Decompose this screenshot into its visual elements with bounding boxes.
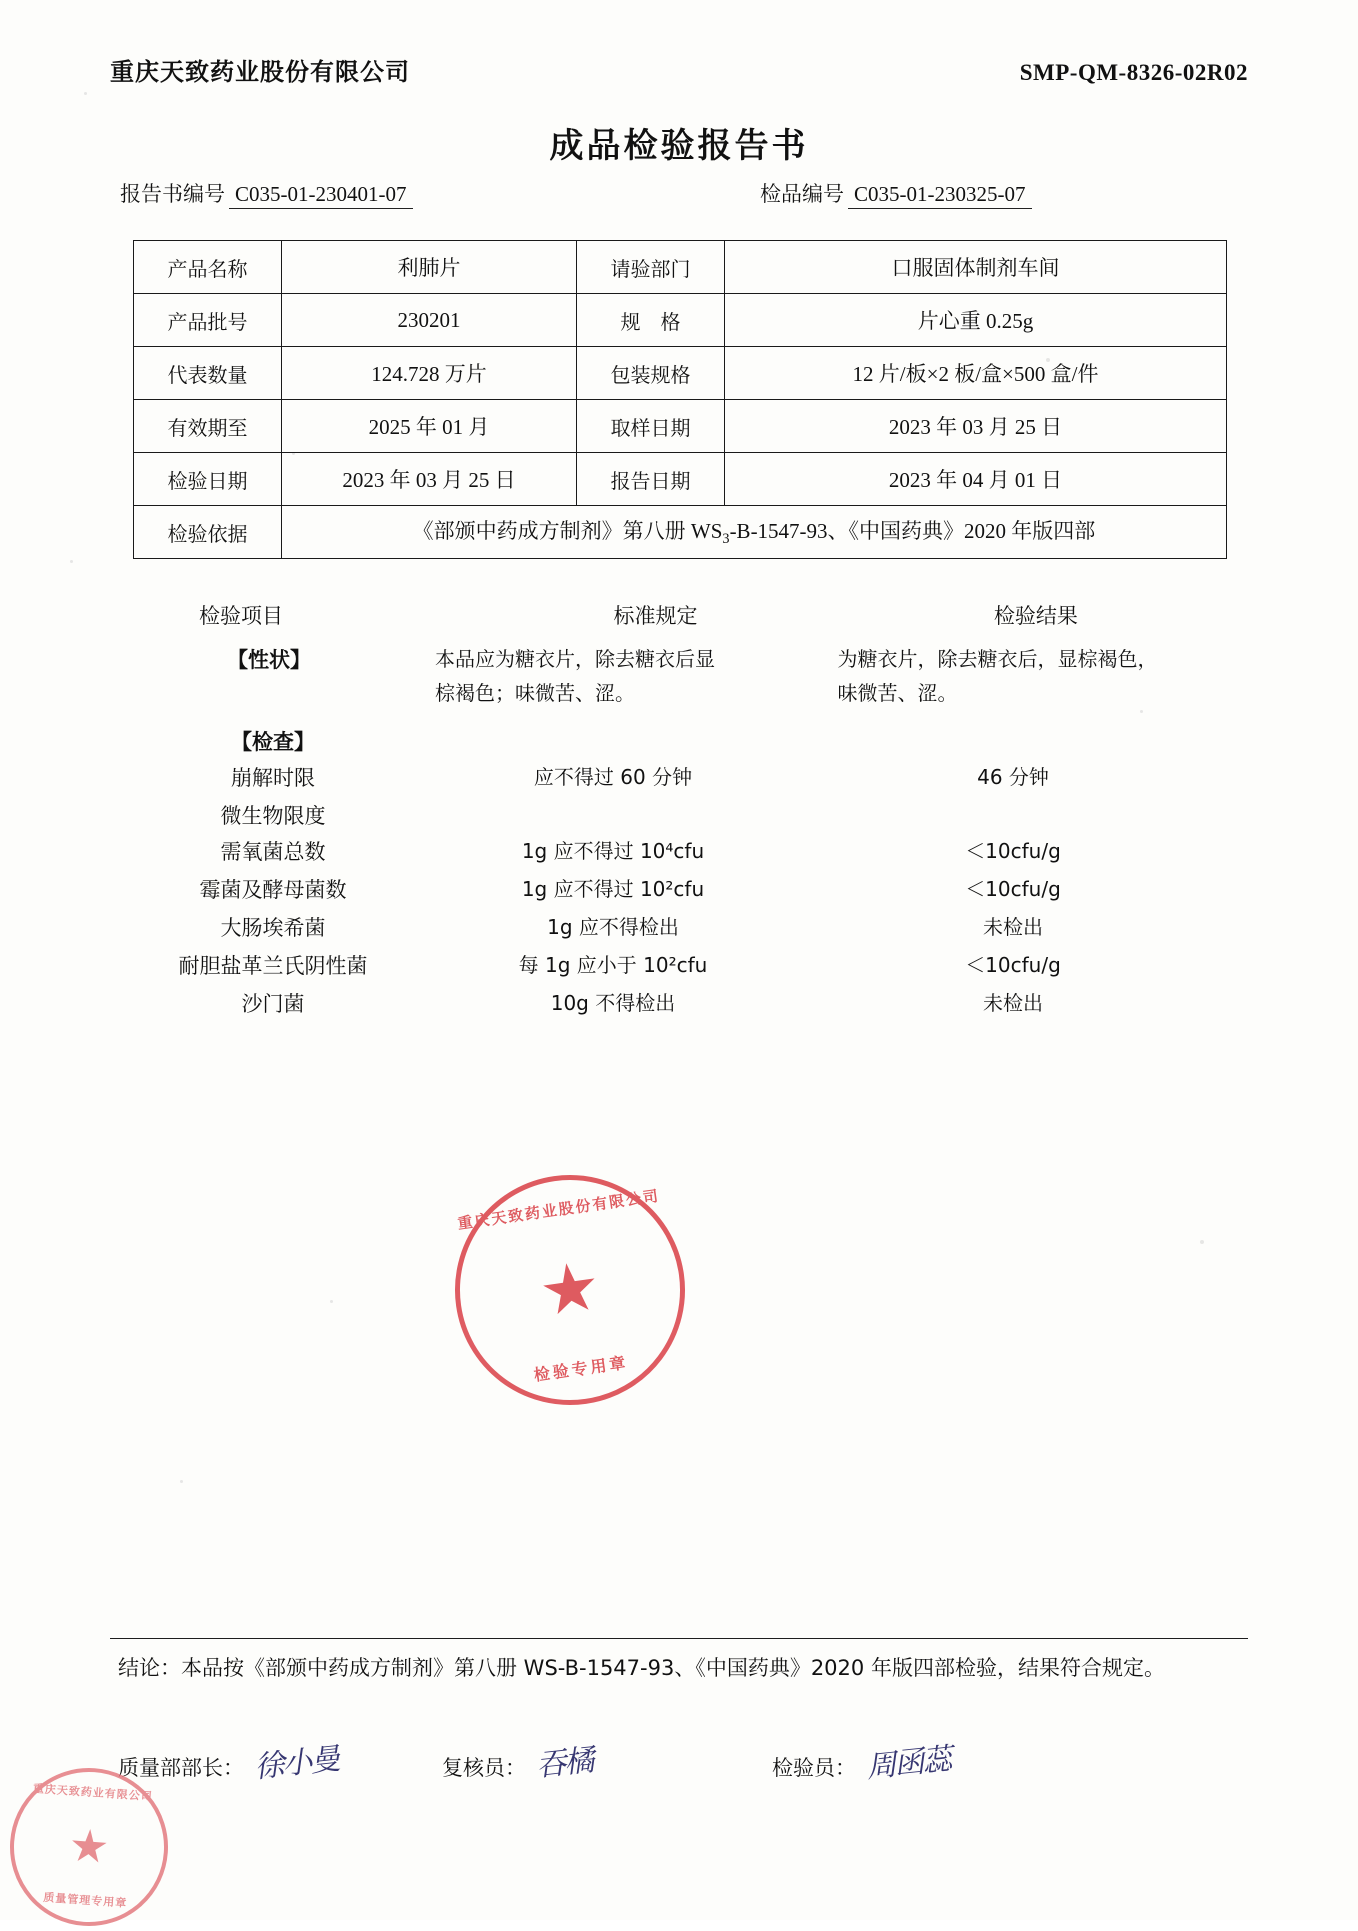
- col-header-item: 检验项目: [199, 604, 283, 628]
- standard-appearance-line2: 棕褐色；味微苦、涩。: [434, 681, 635, 705]
- col-header-standard: 标准规定: [613, 604, 698, 628]
- star-icon: [540, 1260, 601, 1321]
- document-code: SMP-QM-8326-02R02: [1019, 60, 1248, 85]
- corner-stamp-top-text: 重庆天致药业有限公司: [32, 1781, 154, 1804]
- result-value-aerobic-count: ＜10cfu/g: [965, 839, 1061, 863]
- star-icon: [70, 1828, 108, 1866]
- cell-value-report-date: 2023 年 04 月 01 日: [725, 453, 1227, 506]
- cell-label-spec: 规 格: [577, 294, 725, 347]
- cell-label-request-dept: 请验部门: [577, 241, 725, 294]
- table-row: [134, 453, 1227, 506]
- result-item-disintegration: 崩解时限: [231, 766, 315, 790]
- result-value-disintegration: 46 分钟: [977, 765, 1049, 789]
- scan-speckle: [330, 1300, 333, 1303]
- col-header-result: 检验结果: [993, 604, 1078, 628]
- scan-speckle: [1200, 1240, 1204, 1244]
- result-item-ecoli: 大肠埃希菌: [220, 916, 326, 940]
- report-number-group: [120, 178, 640, 209]
- result-item-microbial-limit: 微生物限度: [220, 804, 326, 828]
- cell-value-expiry: 2025 年 01 月: [282, 400, 577, 453]
- quality-management-stamp: [5, 1763, 174, 1931]
- result-value-mold-yeast: ＜10cfu/g: [965, 877, 1061, 901]
- report-number-value: C035-01-230401-07: [229, 182, 413, 209]
- stamp-bottom-text: 检验专用章: [532, 1352, 630, 1385]
- scan-speckle: [84, 92, 87, 95]
- qa-manager-signature-block: [118, 1738, 340, 1785]
- cell-label-pack-spec: 包装规格: [577, 347, 725, 400]
- conclusion-text: 结论：本品按《部颁中药成方制剂》第八册 WS-B-1547-93、《中国药典》2020 年版四部检验，结果符合规定。: [118, 1656, 1165, 1680]
- reviewer-label: 复核员：: [442, 1756, 526, 1780]
- sample-number-group: [760, 178, 1032, 209]
- result-row-aerobic-count: [133, 834, 1226, 868]
- cell-value-batch-no: 230201: [282, 294, 577, 347]
- result-appearance-line2: 味微苦、涩。: [837, 681, 958, 705]
- result-row-microbial-limit: [133, 798, 1226, 830]
- standard-appearance-line1: 本品应为糖衣片，除去糖衣后显: [434, 647, 715, 671]
- table-row: [134, 241, 1227, 294]
- cell-value-pack-spec: 12 片/板×2 板/盒×500 盒/件: [725, 347, 1227, 400]
- result-item-bile-tolerant-gram-negative: 耐胆盐革兰氏阴性菌: [178, 954, 368, 978]
- results-section: [133, 600, 1226, 1024]
- result-row-salmonella: [133, 986, 1226, 1020]
- corner-stamp-bottom-text: 质量管理专用章: [42, 1890, 128, 1910]
- result-standard-disintegration: 应不得过 60 分钟: [533, 765, 693, 789]
- cell-label-quantity: 代表数量: [134, 347, 282, 400]
- stamp-top-text: 重庆天致药业股份有限公司: [456, 1186, 661, 1233]
- sample-number-label: 检品编号: [760, 182, 844, 206]
- cell-value-basis: [282, 506, 1227, 559]
- report-numbers: [120, 178, 1238, 209]
- inspector-signature: 周函蕊: [864, 1742, 952, 1785]
- report-number-label: 报告书编号: [120, 182, 225, 206]
- signature-row: [118, 1738, 1240, 1785]
- result-row-ecoli: [133, 910, 1226, 944]
- scan-speckle: [180, 1480, 183, 1483]
- inspector-signature-block: [772, 1738, 952, 1785]
- cell-label-product-name: 产品名称: [134, 241, 282, 294]
- cell-value-test-date: 2023 年 03 月 25 日: [282, 453, 577, 506]
- result-standard-mold-yeast: 1g 应不得过 10²cfu: [521, 877, 705, 901]
- result-item-mold-yeast: 霉菌及酵母菌数: [199, 878, 347, 902]
- scan-speckle: [70, 560, 73, 563]
- result-item-inspection: 【检查】: [231, 730, 315, 754]
- cell-label-report-date: 报告日期: [577, 453, 725, 506]
- basis-text-full: 《部颁中药成方制剂》第八册 $WS_3-B-1547-93$、《中国药典》2020 年版四部: [412, 519, 1096, 548]
- product-info-table: [133, 240, 1227, 559]
- cell-value-spec: 片心重 0.25g: [725, 294, 1227, 347]
- cell-label-basis: 检验依据: [134, 506, 282, 559]
- company-inspection-stamp: [440, 1160, 700, 1420]
- result-appearance-line1: 为糖衣片，除去糖衣后，显棕褐色，: [837, 647, 1158, 671]
- cell-label-test-date: 检验日期: [134, 453, 282, 506]
- qa-manager-signature: 徐小曼: [252, 1742, 340, 1785]
- results-header-row: [133, 600, 1226, 630]
- cell-label-sampling-date: 取样日期: [577, 400, 725, 453]
- result-row-inspection-heading: [133, 724, 1226, 756]
- qa-manager-label: 质量部部长：: [118, 1756, 244, 1780]
- result-value-bile-tolerant-gram-negative: ＜10cfu/g: [965, 953, 1061, 977]
- result-value-appearance: [823, 642, 1226, 710]
- result-standard-aerobic-count: 1g 应不得过 10⁴cfu: [521, 839, 705, 863]
- reviewer-signature-block: [442, 1738, 592, 1782]
- result-value-ecoli: 未检出: [983, 915, 1043, 939]
- table-row: [134, 506, 1227, 559]
- cell-value-sampling-date: 2023 年 03 月 25 日: [725, 400, 1227, 453]
- cell-value-product-name: 利肺片: [282, 241, 577, 294]
- result-value-salmonella: 未检出: [983, 991, 1043, 1015]
- sample-number-value: C035-01-230325-07: [848, 182, 1032, 209]
- cell-label-batch-no: 产品批号: [134, 294, 282, 347]
- document-header: [110, 52, 1248, 87]
- result-row-bile-tolerant-gram-negative: [133, 948, 1226, 982]
- result-standard-salmonella: 10g 不得检出: [550, 991, 676, 1015]
- result-standard-bile-tolerant-gram-negative: 每 1g 应小于 10²cfu: [518, 953, 708, 977]
- cell-label-expiry: 有效期至: [134, 400, 282, 453]
- company-name: 重庆天致药业股份有限公司: [110, 58, 410, 86]
- result-item-aerobic-count: 需氧菌总数: [220, 840, 326, 864]
- cell-value-request-dept: 口服固体制剂车间: [725, 241, 1227, 294]
- result-item-appearance: 【性状】: [226, 648, 311, 672]
- cell-value-quantity: 124.728 万片: [282, 347, 577, 400]
- table-row: [134, 400, 1227, 453]
- result-row-disintegration: [133, 760, 1226, 794]
- reviewer-signature: 吞橘: [534, 1744, 594, 1783]
- result-row-mold-yeast: [133, 872, 1226, 906]
- table-row: [134, 294, 1227, 347]
- result-row-appearance: [133, 642, 1226, 710]
- page-title: 成品检验报告书: [549, 126, 809, 166]
- footer-divider: [110, 1638, 1248, 1639]
- result-item-salmonella: 沙门菌: [241, 992, 305, 1016]
- result-standard-appearance: [405, 642, 824, 710]
- inspector-label: 检验员：: [772, 1756, 856, 1780]
- table-row: [134, 347, 1227, 400]
- result-standard-ecoli: 1g 应不得检出: [547, 915, 679, 939]
